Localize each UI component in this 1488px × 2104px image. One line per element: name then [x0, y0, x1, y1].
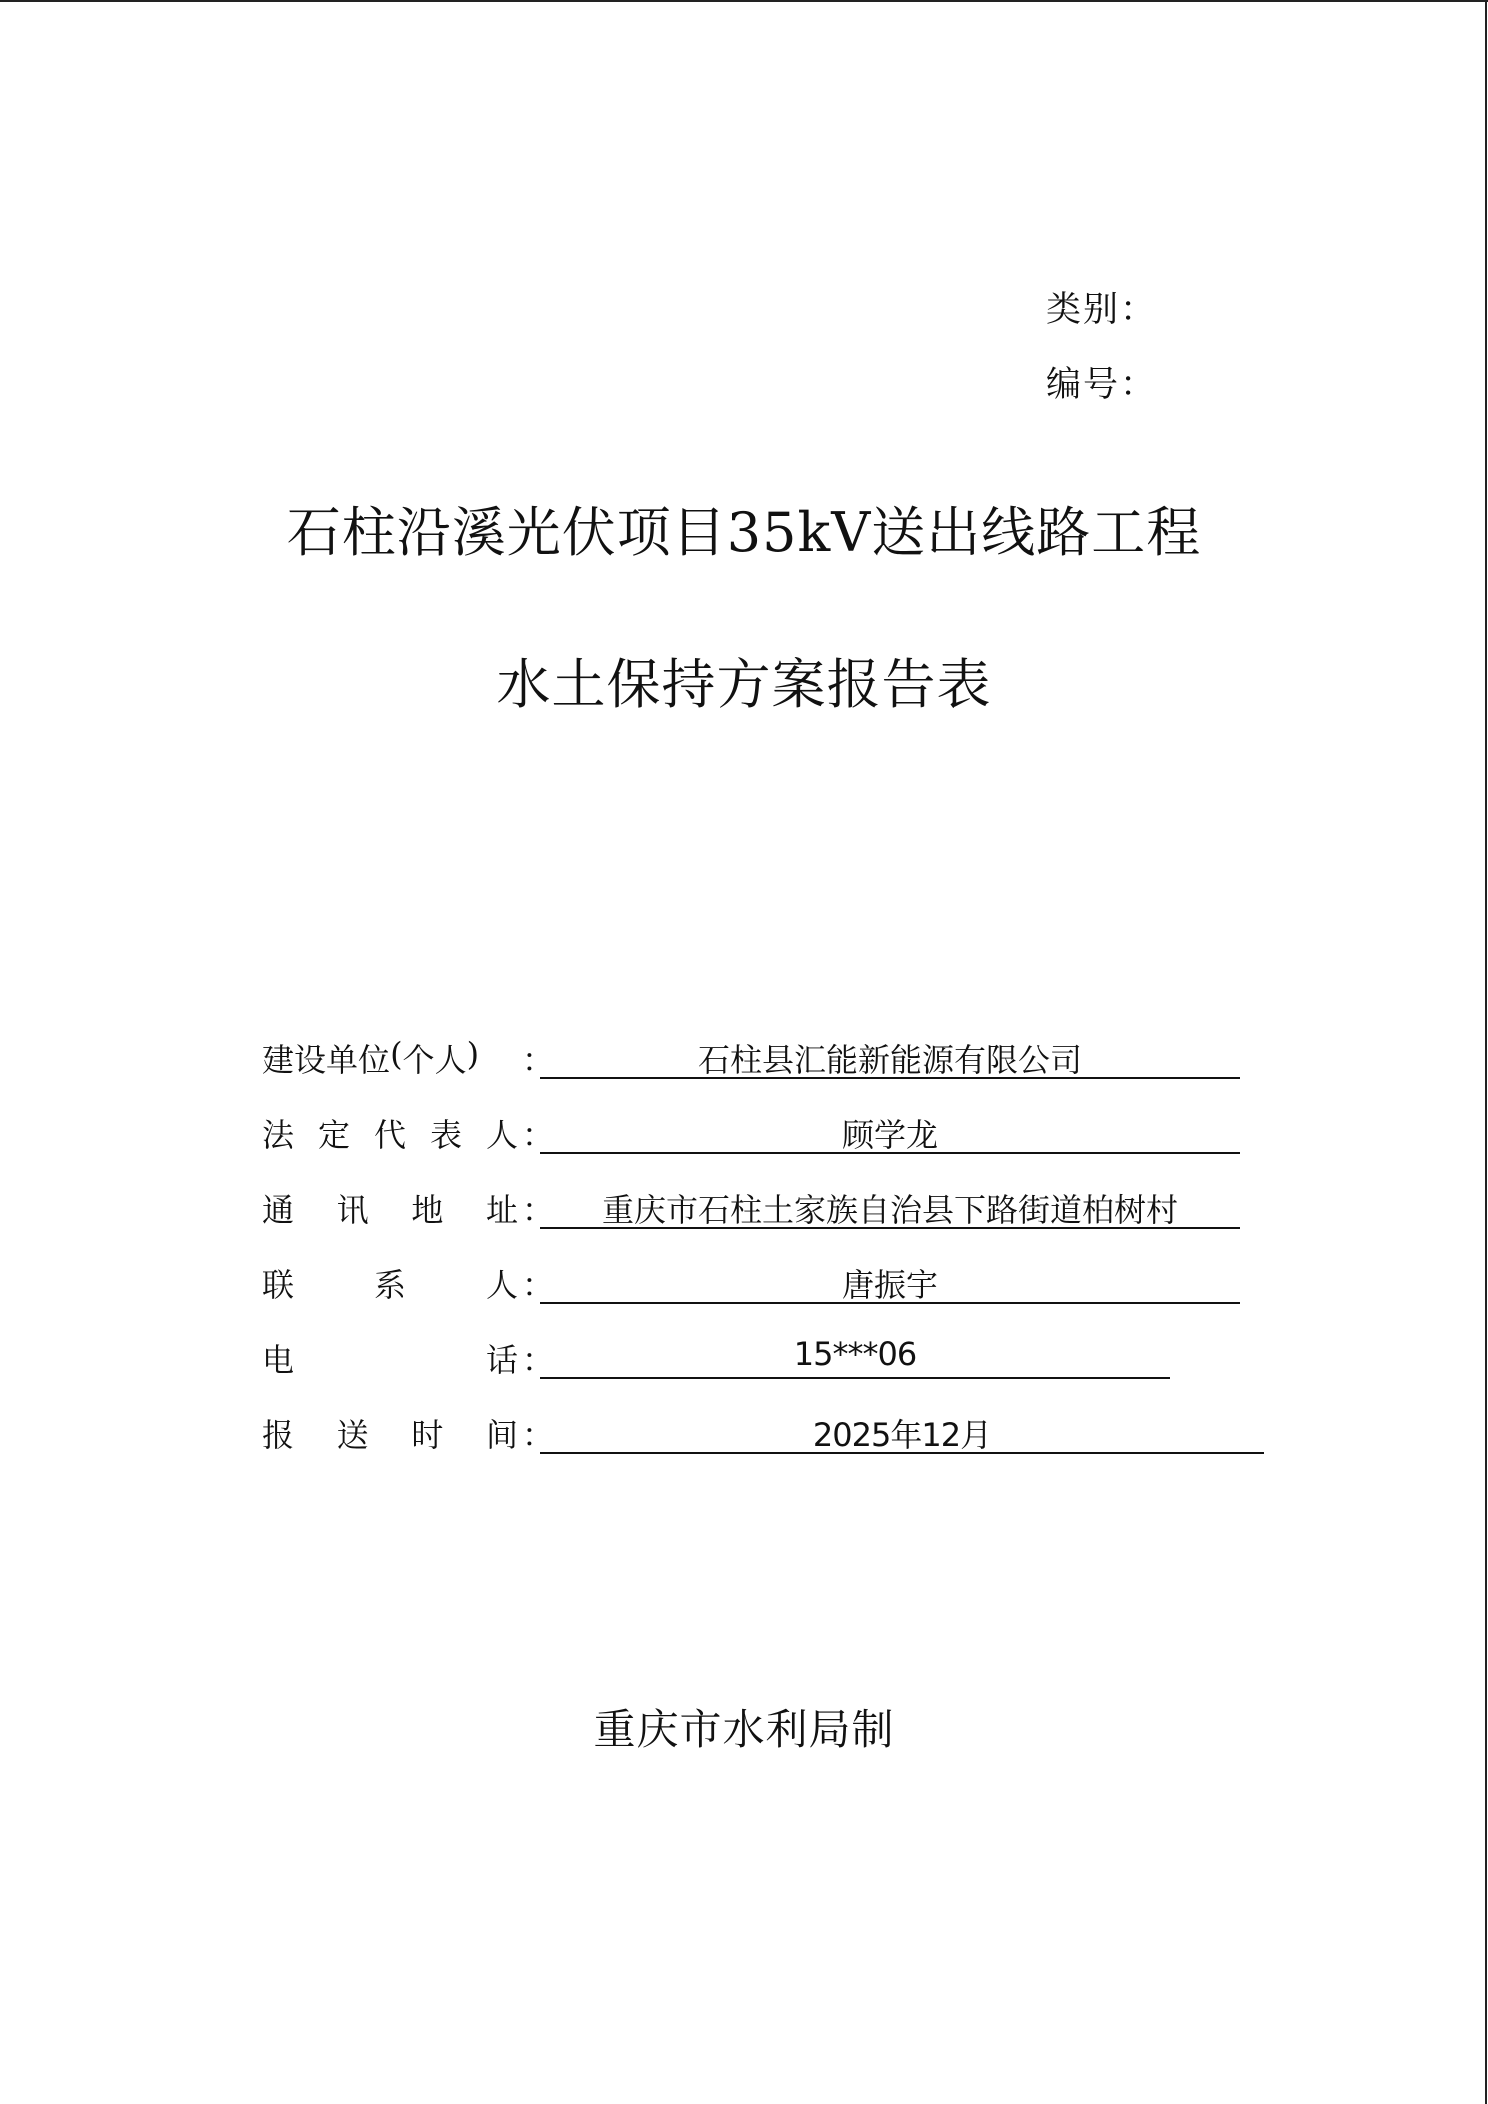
- document-title-line2: 水土保持方案报告表: [496, 653, 992, 716]
- document-title-line1: 石柱沿溪光伏项目35kV送出线路工程: [286, 501, 1202, 564]
- field-label: 法 定 代 表 人: [262, 1116, 518, 1154]
- field-value: 2025年12月: [540, 1410, 1264, 1454]
- field-label: 通 讯 地 址: [262, 1191, 518, 1229]
- field-value: 重庆市石柱土家族自治县下路街道柏树村: [540, 1185, 1240, 1229]
- field-value: 石柱县汇能新能源有限公司: [540, 1035, 1240, 1079]
- field-value: 顾学龙: [540, 1110, 1240, 1154]
- field-label: 建 设 单 位 ( 个 人 ): [262, 1035, 480, 1079]
- category-label: 类别：: [1046, 290, 1158, 330]
- page-border-right: [1485, 0, 1487, 2104]
- number-label: 编号：: [1046, 365, 1158, 405]
- page-border-top: [0, 0, 1488, 2]
- field-label: 联 系 人: [262, 1266, 518, 1304]
- issuer-footer: 重庆市水利局制: [593, 1705, 895, 1754]
- field-value: 15***06: [540, 1335, 1170, 1379]
- field-label: 电 话: [262, 1341, 518, 1379]
- field-value: 唐振宇: [540, 1260, 1240, 1304]
- field-label: 报 送 时 间: [262, 1416, 518, 1454]
